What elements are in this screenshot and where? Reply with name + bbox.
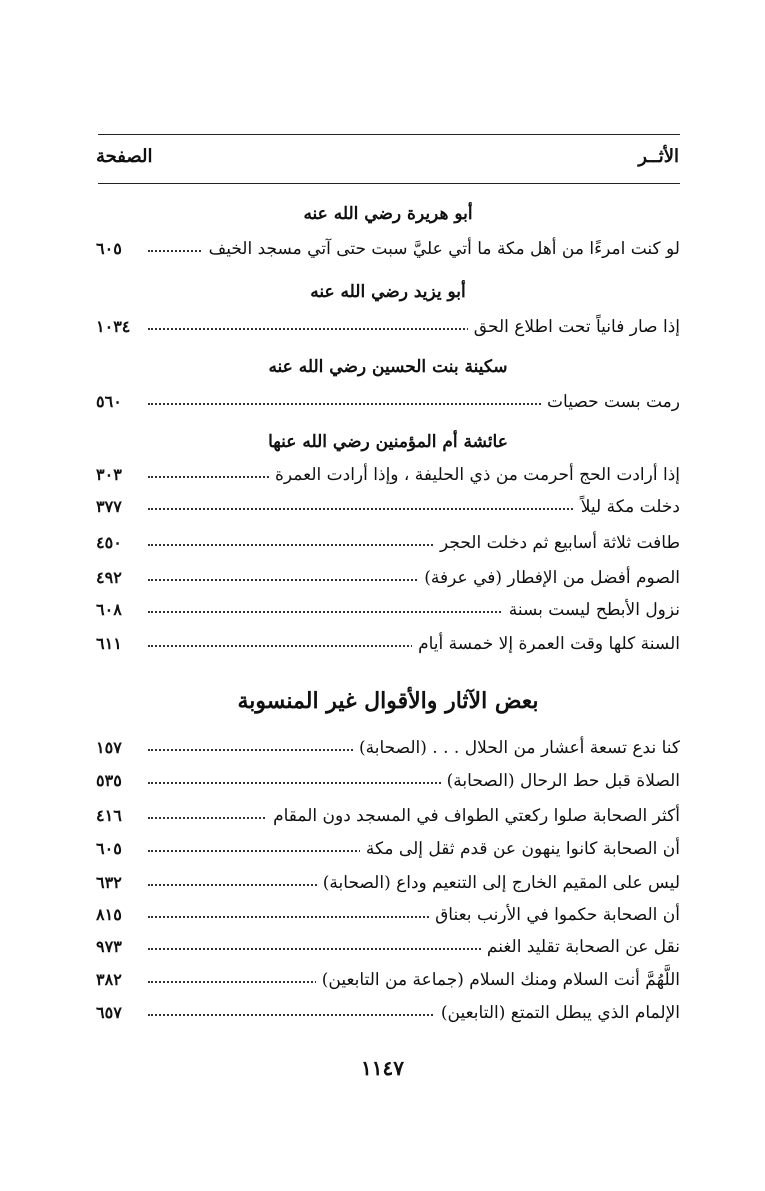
- entry-page: ٨١٥: [96, 905, 122, 924]
- entry-page: ٣٧٧: [96, 497, 122, 516]
- entry-text: إذا أرادت الحج أحرمت من ذي الحليفة ، وإذا أرادت العمرة: [269, 460, 680, 490]
- entry-text: كنا ندع تسعة أعشار من الحلال . . . (الصحابة): [353, 733, 680, 763]
- index-entry: [96, 460, 680, 490]
- entry-page: ٦٣٢: [96, 873, 122, 892]
- entry-text: طافت ثلاثة أسابيع ثم دخلت الحجر: [434, 528, 680, 558]
- entry-page: ٥٦٠: [96, 392, 122, 411]
- entry-page: ٤٥٠: [96, 533, 122, 552]
- index-entry: [96, 932, 680, 962]
- group-title: سكينة بنت الحسين رضي الله عنه: [268, 357, 508, 377]
- entry-page: ٤٩٢: [96, 568, 122, 587]
- entry-page: ٣٨٢: [96, 970, 122, 989]
- index-entry: [96, 733, 680, 763]
- column-header-athar: الأثــر: [638, 146, 679, 167]
- section-title: بعض الآثار والأقوال غير المنسوبة: [237, 688, 539, 714]
- entry-text: السنة كلها وقت العمرة إلا خمسة أيام: [412, 629, 680, 659]
- index-entry: [96, 312, 680, 342]
- entry-page: ٩٧٣: [96, 937, 122, 956]
- entry-text: أن الصحابة كانوا ينهون عن قدم ثقل إلى مكة: [360, 834, 680, 864]
- entry-page: ٣٠٣: [96, 465, 122, 484]
- group-title: أبو هريرة رضي الله عنه: [303, 204, 473, 224]
- entry-text: الصوم أفضل من الإفطار (في عرفة): [418, 563, 680, 593]
- entry-text: أن الصحابة حكموا في الأرنب بعناق: [429, 900, 680, 930]
- group-title: أبو يزيد رضي الله عنه: [310, 282, 466, 302]
- entry-text: نقل عن الصحابة تقليد الغنم: [481, 932, 680, 962]
- column-header-page: الصفحة: [96, 146, 153, 167]
- entry-text: أكثر الصحابة صلوا ركعتي الطواف في المسجد دون المقام: [267, 801, 680, 831]
- entry-page: ٦٠٥: [96, 239, 122, 258]
- entry-text: نزول الأبطح ليست بسنة: [503, 595, 680, 625]
- entry-page: ٤١٦: [96, 806, 122, 825]
- entry-page: ٥٣٥: [96, 771, 122, 790]
- index-entry: [96, 387, 680, 417]
- index-entry: [96, 868, 680, 898]
- index-entry: [96, 563, 680, 593]
- entry-text: لو كنت امرءًا من أهل مكة ما أتي عليَّ سبت حتى آتي مسجد الخيف: [203, 234, 680, 264]
- index-entry: [96, 965, 680, 995]
- index-entry: [96, 492, 680, 522]
- entry-text: الإلمام الذي يبطل التمتع (التابعين): [435, 998, 680, 1028]
- index-entry: [96, 998, 680, 1028]
- entry-page: ١٥٧: [96, 738, 122, 757]
- index-entry: [96, 595, 680, 625]
- index-entry: [96, 528, 680, 558]
- group-title: عائشة أم المؤمنين رضي الله عنها: [268, 432, 508, 452]
- top-rule: [98, 134, 680, 135]
- entry-page: ٦٠٨: [96, 600, 122, 619]
- entry-text: ليس على المقيم الخارج إلى التنعيم وداع (الصحابة): [317, 868, 680, 898]
- entry-text: دخلت مكة ليلاً: [575, 492, 680, 522]
- entry-page: ٦٠٥: [96, 839, 122, 858]
- index-entry: [96, 766, 680, 796]
- index-entry: [96, 834, 680, 864]
- header-rule: [98, 183, 680, 184]
- index-entry: [96, 900, 680, 930]
- index-entry: [96, 801, 680, 831]
- index-entry: [96, 629, 680, 659]
- entry-text: إذا صار فانياً تحت اطلاع الحق: [468, 312, 680, 342]
- entry-text: رمت بست حصيات: [541, 387, 680, 417]
- page-number: ١١٤٧: [361, 1056, 404, 1080]
- entry-text: اللَّهُمَّ أنت السلام ومنك السلام (جماعة من التابعين): [316, 965, 680, 995]
- entry-page: ٦٥٧: [96, 1003, 122, 1022]
- entry-page: ٦١١: [96, 634, 122, 653]
- entry-text: الصلاة قبل حط الرحال (الصحابة): [441, 766, 680, 796]
- entry-page: ١٠٣٤: [96, 317, 131, 336]
- index-entry: [96, 234, 680, 264]
